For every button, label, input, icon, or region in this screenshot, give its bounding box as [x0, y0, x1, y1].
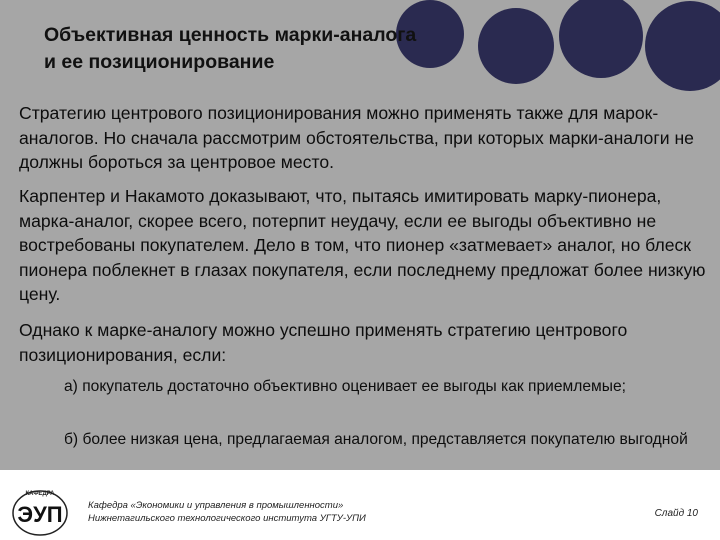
logo-main-text: ЭУП: [17, 502, 63, 527]
logo-top-text: КАФЕДРА: [25, 491, 55, 497]
paragraph-1: Стратегию центрового позиционирования можно применять также для марок-аналогов. Но сначала рассмотрим обстоятельства, при которых марки-аналоги не должны бороться за центровое место.: [19, 103, 694, 172]
slide-header: [0, 0, 720, 95]
slide-title-line-2: и ее позиционирование: [44, 51, 275, 73]
paragraph-2: Карпентер и Накамото доказывают, что, пытаясь имитировать марку-пионера, марка-аналог, скорее всего, потерпит неудачу, если ее выгоды объективно не востребованы покупателем. Дело в том, что пионер «затмевает» аналог, но блеск пионера поблекнет в глазах покупателя, если последнему предложат более низкую цену.: [19, 186, 706, 304]
slide-title-line-1: Объективная ценность марки-аналога: [44, 24, 417, 46]
department-logo: [10, 486, 78, 538]
footer-org-line-1: Кафедра «Экономики и управления в промышленности»: [88, 500, 344, 511]
condition-a: а) покупатель достаточно объективно оценивает ее выгоды как приемлемые;: [64, 378, 626, 395]
condition-b: б) более низкая цена, предлагаемая аналогом, представляется покупателю выгодной: [64, 431, 688, 448]
slide-title: [44, 22, 524, 76]
paragraph-3: Однако к марке-аналогу можно успешно применять стратегию центрового позиционирования, если:: [19, 320, 628, 365]
footer-organization: [88, 499, 366, 525]
slide-number: Слайд 10: [654, 508, 698, 519]
footer-org-line-2: Нижнетагильского технологического института УГТУ-УПИ: [88, 513, 366, 524]
